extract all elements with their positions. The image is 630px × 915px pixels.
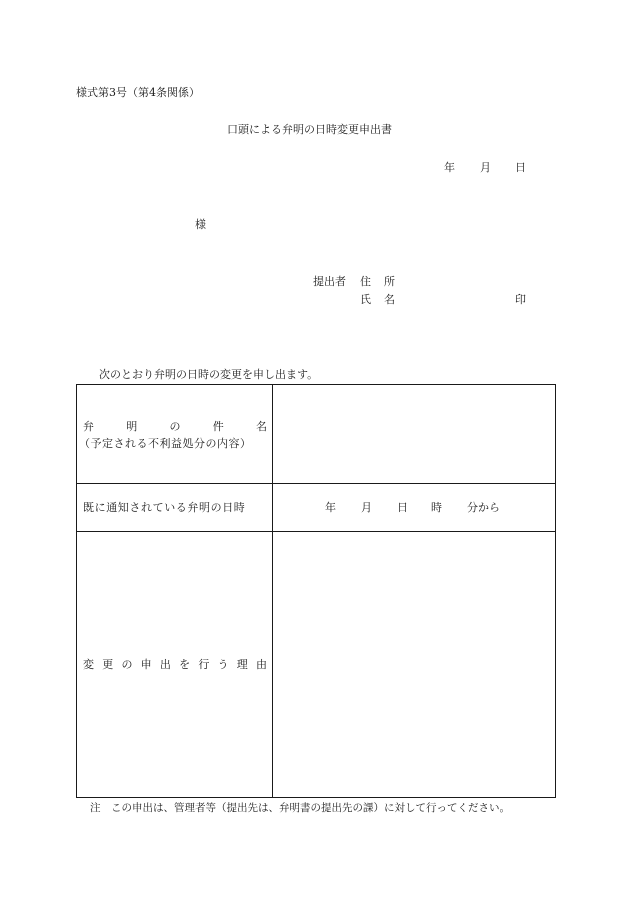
seal-mark: 印 <box>515 293 526 306</box>
datetime-minute-label: 分から <box>467 501 500 514</box>
change-reason-label-char: 更 <box>102 658 114 671</box>
datetime-day-label: 日 <box>397 501 408 514</box>
case-name-label <box>83 421 267 432</box>
notified-datetime-value[interactable] <box>273 484 555 531</box>
case-name-value[interactable] <box>273 385 555 483</box>
change-reason-label-char: の <box>121 658 133 671</box>
address-label-char: 所 <box>384 275 395 288</box>
case-name-label-char: 名 <box>256 420 267 433</box>
case-name-sublabel: （予定される不利益処分の内容） <box>79 437 252 450</box>
addressee-suffix: 様 <box>195 218 206 231</box>
change-reason-label-char: 理 <box>236 658 248 671</box>
change-reason-label-char: 出 <box>159 658 171 671</box>
page-title: 口頭による弁明の日時変更申出書 <box>227 123 392 136</box>
date-day-label: 日 <box>515 161 526 174</box>
datetime-year-label: 年 <box>325 501 336 514</box>
intro-text: 次のとおり弁明の日時の変更を申し出ます。 <box>99 368 319 381</box>
change-reason-label-char: 申 <box>140 658 152 671</box>
change-reason-label-char: 変 <box>83 658 94 671</box>
name-label-char: 氏 <box>360 293 371 306</box>
datetime-hour-label: 時 <box>431 501 442 514</box>
change-reason-label-char: う <box>217 658 229 671</box>
change-reason-label-char: を <box>179 658 191 671</box>
case-name-label-char: 弁 <box>83 420 94 433</box>
change-reason-value[interactable] <box>273 532 555 797</box>
date-year-label: 年 <box>444 161 455 174</box>
change-reason-label-char: 行 <box>198 658 210 671</box>
name-label-char: 名 <box>384 293 395 306</box>
change-reason-label-char: 由 <box>255 658 267 671</box>
footnote: 注 この申出は、管理者等（提出先は、弁明書の提出先の課）に対して行ってください。 <box>90 802 510 814</box>
applicant-label: 提出者 <box>313 275 346 288</box>
form-table <box>76 384 556 798</box>
case-name-label-char: 件 <box>212 420 224 433</box>
address-label-char: 住 <box>360 275 371 288</box>
case-name-label-char: の <box>169 420 181 433</box>
notified-datetime-label: 既に通知されている弁明の日時 <box>83 501 246 514</box>
form-number: 様式第3号（第4条関係） <box>76 86 200 99</box>
datetime-month-label: 月 <box>361 501 372 514</box>
date-month-label: 月 <box>480 161 491 174</box>
case-name-label-char: 明 <box>126 420 138 433</box>
change-reason-label <box>83 659 267 670</box>
